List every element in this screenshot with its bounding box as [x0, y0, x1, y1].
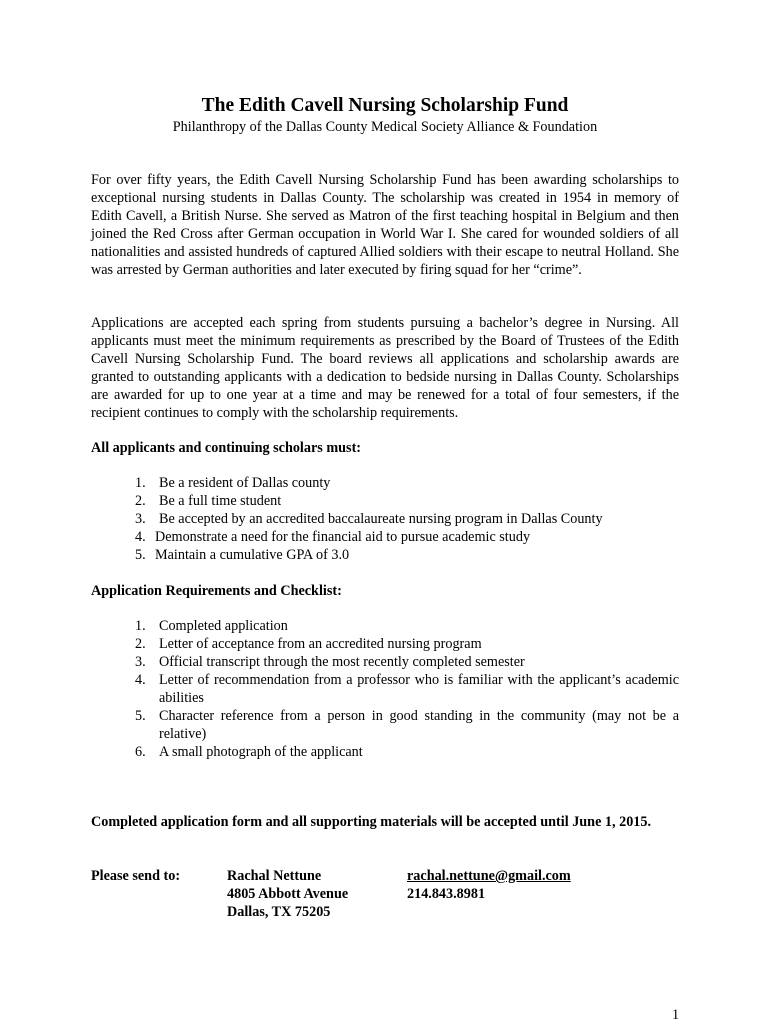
list-item: 3. Official transcript through the most recently completed semester: [135, 654, 525, 670]
document-title: The Edith Cavell Nursing Scholarship Fund: [201, 95, 569, 116]
list-item: 1. Completed application: [135, 618, 288, 634]
list-item: 4. Letter of recommendation from a professor who is familiar with the applicant’s academic abilities: [135, 672, 679, 706]
contact-name: Rachal Nettune: [227, 868, 322, 884]
checklist-heading: Application Requirements and Checklist:: [91, 583, 342, 599]
document-subtitle: Philanthropy of the Dallas County Medical Society Alliance & Foundation: [172, 119, 598, 135]
send-to-label: Please send to:: [91, 868, 181, 884]
contact-street: 4805 Abbott Avenue: [227, 886, 349, 902]
list-item: 2. Be a full time student: [135, 493, 282, 509]
checklist-list: [135, 617, 679, 761]
eligibility-list: [135, 474, 679, 564]
list-item: 4. Demonstrate a need for the financial aid to pursue academic study: [135, 529, 531, 545]
contact-email-link[interactable]: rachal.nettune@gmail.com: [407, 868, 571, 884]
list-item: 2. Letter of acceptance from an accredited nursing program: [135, 636, 482, 652]
contact-phone: 214.843.8981: [407, 886, 486, 902]
list-item: 6. A small photograph of the applicant: [135, 744, 363, 760]
applications-paragraph: Applications are accepted each spring from students pursuing a bachelor’s degree in Nursing. All applicants must meet the minimum requirements as prescribed by the Board of Trustees of the Edith Cavell Nursing Scholarship Fund. The board reviews all applications and scholarship awards are granted to outstanding applicants with a dedication to bedside nursing in Dallas County. Scholarships are awarded for up to one year at a time and may be renewed for a total of four semesters, if the recipient continues to comply with the scholarship requirements.: [91, 315, 679, 421]
list-item: 5. Maintain a cumulative GPA of 3.0: [135, 547, 350, 563]
contact-city: Dallas, TX 75205: [227, 904, 331, 920]
page-number: 1: [672, 1007, 680, 1023]
list-item: 3. Be accepted by an accredited baccalaureate nursing program in Dallas County: [135, 511, 603, 527]
eligibility-heading: All applicants and continuing scholars must:: [91, 440, 362, 456]
contact-details: [407, 867, 571, 903]
list-item: 5. Character reference from a person in good standing in the community (may not be a relative): [135, 708, 679, 742]
history-paragraph: For over fifty years, the Edith Cavell Nursing Scholarship Fund has been awarding scholarships to exceptional nursing students in Dallas County. The scholarship was created in 1954 in memory of Edith Cavell, a British Nurse. She served as Matron of the first teaching hospital in Belgium and then joined the Red Cross after German occupation in World War I. She cared for wounded soldiers of all nationalities and assisted hundreds of captured Allied soldiers with their escape to neutral Holland. She was arrested by German authorities and later executed by firing squad for her “crime”.: [91, 172, 679, 278]
mailing-address: [227, 867, 348, 921]
deadline-notice: Completed application form and all supporting materials will be accepted until June 1, 2015.: [91, 814, 652, 830]
list-item: 1. Be a resident of Dallas county: [135, 475, 331, 491]
